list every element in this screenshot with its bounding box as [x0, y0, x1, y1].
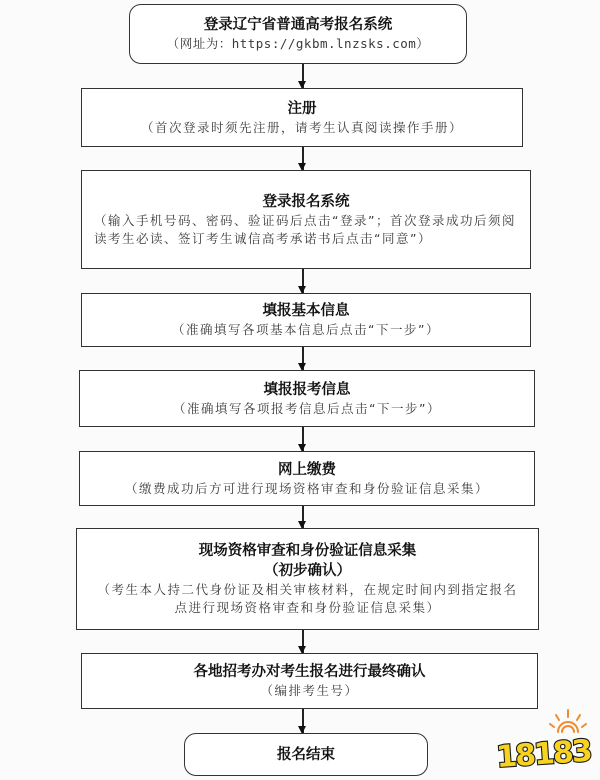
step-subtitle: （考生本人持二代身份证及相关审核材料，在规定时间内到指定报名点进行现场资格审查和身份验证信息采集） — [97, 582, 518, 615]
step-title: 现场资格审查和身份验证信息采集 — [198, 543, 417, 559]
step-title: 注册 — [287, 100, 317, 117]
step-title: 登录辽宁省普通高考报名系统 — [203, 17, 393, 33]
step-exam-info — [79, 370, 535, 427]
sun-logo-icon — [492, 706, 596, 776]
step-registration-end — [184, 733, 428, 776]
step-basic-info — [81, 293, 531, 347]
step-title: 填报报考信息 — [263, 381, 351, 398]
step-final-confirmation — [81, 653, 538, 709]
flow-arrow — [302, 427, 304, 451]
step-register — [81, 88, 523, 147]
flow-arrow — [302, 347, 304, 370]
step-title: 各地招考办对考生报名进行最终确认 — [193, 664, 426, 680]
flow-arrow — [302, 64, 304, 88]
watermark-logo — [492, 706, 596, 776]
step-subtitle: （首次登录时须先注册，请考生认真阅读操作手册） — [140, 119, 463, 135]
step-title: 报名结束 — [277, 746, 335, 763]
step-title: 填报基本信息 — [262, 303, 350, 319]
step-title-secondary: （初步确认） — [264, 563, 351, 579]
flow-arrow — [302, 269, 304, 293]
step-title: 登录报名系统 — [262, 193, 350, 210]
svg-text:18183: 18183 — [495, 733, 592, 776]
step-subtitle: （缴费成功后方可进行现场资格审查和身份验证信息采集） — [124, 480, 489, 496]
flow-arrow — [302, 630, 304, 653]
step-subtitle: （输入手机号码、密码、验证码后点击“登录”；首次登录成功后须阅读考生必读、签订考生诚信高考承诺书后点击“同意”） — [94, 212, 516, 246]
flow-arrow — [302, 709, 304, 733]
step-subtitle: （网址为：https://gkbm.lnzsks.com） — [166, 36, 430, 51]
step-login-registration — [81, 170, 531, 269]
step-online-payment — [79, 451, 535, 506]
step-onsite-verification — [76, 528, 539, 630]
step-subtitle: （准确填写各项报考信息后点击“下一步”） — [173, 400, 441, 416]
step-title: 网上缴费 — [278, 461, 336, 478]
flow-arrow — [302, 506, 304, 528]
step-login-system-entry — [129, 4, 467, 64]
step-subtitle: （编排考生号） — [260, 683, 359, 698]
step-subtitle: （准确填写各项基本信息后点击“下一步”） — [172, 322, 440, 337]
flow-arrow — [302, 147, 304, 170]
